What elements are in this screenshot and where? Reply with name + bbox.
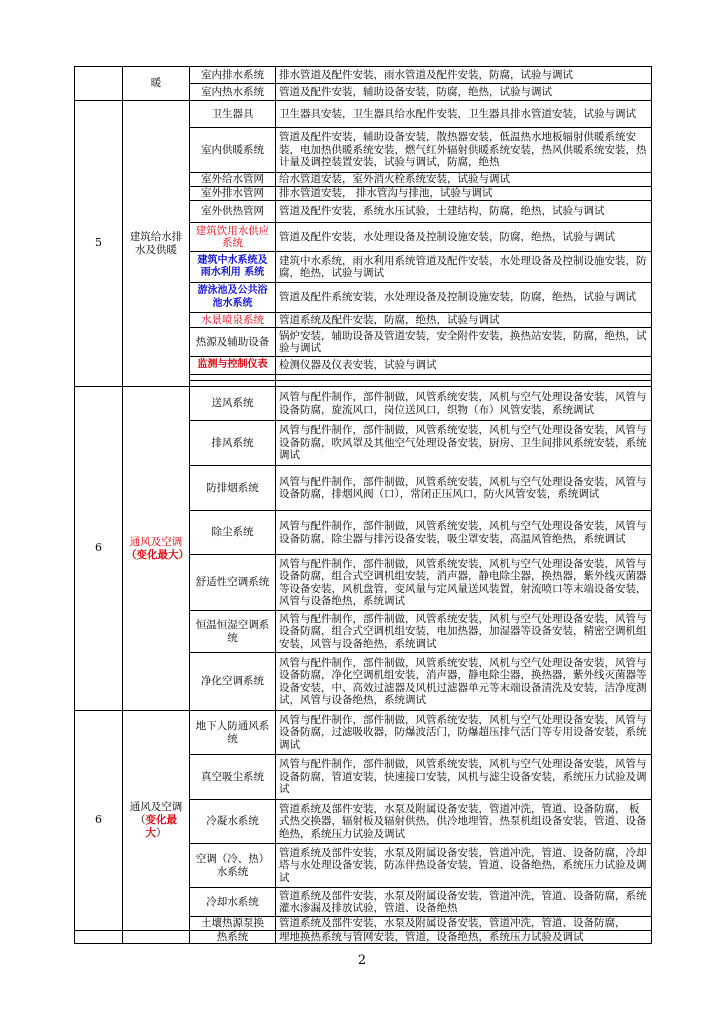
blank-cell: [75, 930, 123, 944]
subsystem-name: 游泳池及公共浴池水系统: [190, 283, 276, 313]
subsystem-name: 舒适性空调系统: [190, 555, 276, 611]
group-name: 建筑给水排水及供暖: [123, 101, 190, 387]
subsystem-content: 管道系统及部件安装，水泵及附属设备安装，管道冲洗，管道、设备防腐，: [276, 917, 652, 931]
subsystem-content: 风管与配件制作，部件制做，风管系统安装，风机与空气处理设备安装，风管与设备防腐，组合式空调机组安装，电加热器，加湿器等设备安装，精密空调机组安装，风管与设备绝热，系统调试: [276, 611, 652, 653]
subsystem-name: 冷凝水系统: [190, 800, 276, 844]
group-name: [123, 711, 190, 931]
subsystem-name: 送风系统: [190, 387, 276, 421]
group-name-main: 通风及空调（: [129, 800, 183, 826]
group-name: [123, 387, 190, 711]
subsystem-content: 风管与配件制作，部件制做，风管系统安装，风机与空气处理设备安装，风管与设备防腐，净化空调机组安装，消声器，静电除尘器，换热器，紫外线灭菌器等设备安装，中、高效过滤器及风机过滤器单元等末端设备清洗及安装，洁净度测试，风管与设备绝热，系统调试: [276, 653, 652, 711]
subsystem-name: 排风系统: [190, 421, 276, 466]
group-number: 6: [75, 711, 123, 931]
subsystem-name: 防排烟系统: [190, 466, 276, 511]
subsystem-name: 监测与控制仪表: [190, 357, 276, 375]
blank-cell: [123, 930, 190, 944]
subsystem-name: 空调（冷、热）水系统: [190, 844, 276, 888]
subsystem-name: 卫生器具: [190, 101, 276, 128]
group-name-note: （变化最大）: [126, 548, 189, 561]
subsystem-content: 管道及配件系统安装，水处理设备及控制设施安装，防腐，绝热，试验与调试: [276, 283, 652, 313]
subsystem-name: 室内热水系统: [190, 84, 276, 101]
subsystem-content: 管道及配件安装，辅助设备安装，散热器安装，低温热水地板辐射供暖系统安装，电加热供暖系统安装，燃气红外辐射供暖系统安装，热风供暖系统安装，热计量及调控装置安装，试验与调试，防腐，绝热: [276, 128, 652, 173]
table-row: [75, 101, 652, 128]
subsystem-name: 室内供暖系统: [190, 128, 276, 173]
subsystem-content: 风管与配件制作，部件制做，风管系统安装，风机与空气处理设备安装，风管与设备防腐，吹风罩及其他空气处理设备安装，厨房、卫生间排风系统安装，系统调试: [276, 421, 652, 466]
subsystem-content: 风管与配件制作，部件制做，风管系统安装，风机与空气处理设备安装，风管与设备防腐，管道安装，快速接口安装，风机与滤尘设备安装，系统压力试验及调试: [276, 755, 652, 800]
subsystem-name: 热源及辅助设备: [190, 328, 276, 357]
subsystem-content: 锅炉安装，辅助设备及管道安装，安全附件安装，换热站安装，防腐，绝热，试验与调试: [276, 328, 652, 357]
subsystem-name: 室外排水管网: [190, 187, 276, 201]
subsystem-name: 除尘系统: [190, 511, 276, 555]
subsystem-content: 建筑中水系统，雨水利用系统管道及配件安装，水处理设备及控制设施安装，防腐，绝热，试验与调试: [276, 252, 652, 283]
subsystem-content: 排水管道及配件安装，雨水管道及配件安装，防腐，试验与调试: [276, 67, 652, 84]
group-name-main: 通风及空调: [129, 535, 183, 548]
subsystem-content: 管道系统及配件安装，防腐，绝热，试验与调试: [276, 313, 652, 328]
subsystem-name: 室外供热管网: [190, 201, 276, 223]
subsystem-content: 检测仪器及仪表安装，试验与调试: [276, 357, 652, 375]
subsystem-content: 风管与配件制作，部件制做，风管系统安装，风机与空气处理设备安装，风管与设备防腐，组合式空调机组安装，消声器，静电除尘器，换热器，紫外线灭菌器等设备安装，风机盘管，变风量与定风量送风装置，射流喷口等末端设备安装，风管与设备绝热，系统调试: [276, 555, 652, 611]
subsystem-content: 管道及配件安装，辅助设备安装，防腐，绝热，试验与调试: [276, 84, 652, 101]
subsystem-name: 热系统: [190, 930, 276, 944]
subsystem-content: 卫生器具安装，卫生器具给水配件安装，卫生器具排水管道安装，试验与调试: [276, 101, 652, 128]
subsystem-content: 风管与配件制作，部件制做，风管系统安装，风机与空气处理设备安装，风管与设备防腐，排烟风阀（口），常闭正压风口，防火风管安装，系统调试: [276, 466, 652, 511]
table-row: [75, 67, 652, 84]
subsystem-name: 净化空调系统: [190, 653, 276, 711]
subsystem-content: 管道系统及部件安装，水泵及附属设备安装，管道冲洗，管道、设备防腐，冷却塔与水处理设备安装，防冻伴热设备安装，管道、设备绝热，系统压力试验及调试: [276, 844, 652, 888]
subsystem-name: 水景喷泉系统: [190, 313, 276, 328]
group-number: 5: [75, 101, 123, 387]
group-number: 6: [75, 387, 123, 711]
group-name-close: ）: [156, 826, 167, 839]
table-row: [75, 930, 652, 944]
subsystem-content: 排水管道安装， 排水管沟与排池，试验与调试: [276, 187, 652, 201]
subsystem-name: 建筑饮用水供应系统: [190, 223, 276, 252]
subsystem-name: 建筑中水系统及雨水利用 系统: [190, 252, 276, 283]
subsystem-name: 土壤热源泵换: [190, 917, 276, 931]
subsystem-name: 室内排水系统: [190, 67, 276, 84]
subsystem-content: 管道及配件安装，水处理设备及控制设施安装，防腐，绝热，试验与调试: [276, 223, 652, 252]
subsystem-content: 管道及配件安装，系统水压试验，土建结构，防腐，绝热，试验与调试: [276, 201, 652, 223]
page-number: 2: [357, 953, 367, 968]
subsystem-name: 真空吸尘系统: [190, 755, 276, 800]
group-name-note: 变化最大: [145, 813, 177, 839]
subsystem-content: 管道系统及部件安装，水泵及附属设备安装，管道冲洗，管道、设备防腐， 板式热交换器，辐射板及辐射供热，供冷地埋管，热泵机组设备安装，管道、设备绝热，系统压力试验及调试: [276, 800, 652, 844]
subsystem-name: 室外给水管网: [190, 173, 276, 187]
subsystem-content: 管道系统及部件安装，水泵及附属设备安装，管道冲洗，管道、设备防腐，系统灌水渗漏及排放试验，管道、设备绝热: [276, 888, 652, 917]
subsystem-content: 给水管道安装，室外消火栓系统安装，试验与调试: [276, 173, 652, 187]
subsystem-content: 风管与配件制作，部件制做，风管系统安装，风机与空气处理设备安装，风管与设备防腐，旋流风口，岗位送风口，织物（布）风管安装，系统调试: [276, 387, 652, 421]
group-number: [75, 67, 123, 101]
subsystem-name: 恒温恒湿空调系统: [190, 611, 276, 653]
table-row: [75, 711, 652, 755]
subsystem-name: 冷却水系统: [190, 888, 276, 917]
subsystem-content: 埋地换热系统与管网安装，管道，设备绝热，系统压力试验及调试: [276, 930, 652, 944]
subsystem-name: 地下人防通风系统: [190, 711, 276, 755]
group-name: 暖: [123, 67, 190, 101]
table-row: [75, 387, 652, 421]
spec-table: [74, 66, 652, 944]
subsystem-content: 风管与配件制作，部件制做，风管系统安装，风机与空气处理设备安装，风管与设备防腐，除尘器与排污设备安装，吸尘罩安装，高温风管绝热，系统调试: [276, 511, 652, 555]
subsystem-content: 风管与配件制作，部件制做，风管系统安装，风机与空气处理设备安装，风管与设备防腐，过滤吸收器，防爆波活门，防爆超压排气活门等专用设备安装，系统调试: [276, 711, 652, 755]
